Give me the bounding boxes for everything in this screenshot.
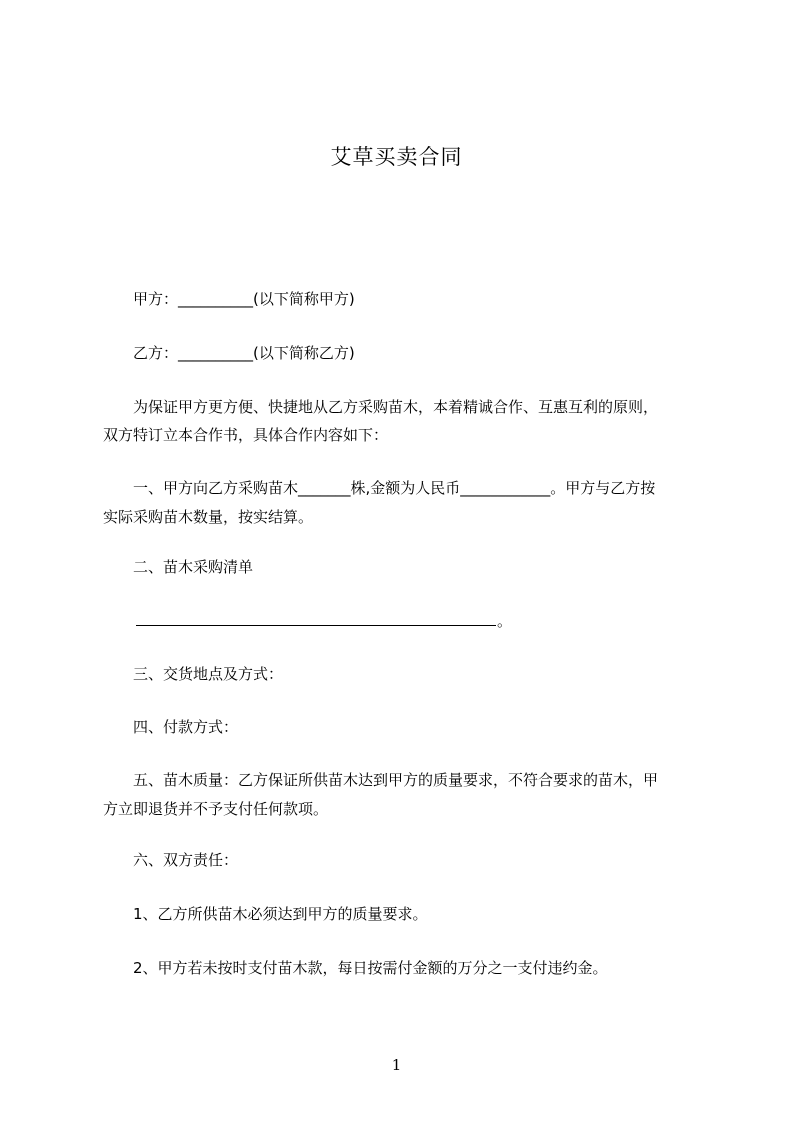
party-b-line: 乙方：__________(以下简称乙方) xyxy=(103,344,355,362)
page-number: 1 xyxy=(391,1056,402,1074)
clause-5-line-1: 五、苗木质量：乙方保证所供苗木达到甲方的质量要求，不符合要求的苗木，甲 xyxy=(103,771,659,789)
party-a-line: 甲方：__________(以下简称甲方) xyxy=(103,290,355,308)
clause-6-heading: 六、双方责任： xyxy=(103,851,239,869)
clause-1-line-2: 实际采购苗木数量，按实结算。 xyxy=(103,508,314,526)
clause-1-line-1: 一、甲方向乙方采购苗木_______株,金额为人民币____________。甲方与乙方按 xyxy=(103,479,656,497)
clause-6-item-1: 1、乙方所供苗木必须达到甲方的质量要求。 xyxy=(103,905,428,923)
clause-2-heading: 二、苗木采购清单 xyxy=(103,558,254,576)
intro-line-1: 为保证甲方更方便、快捷地从乙方采购苗木，本着精诚合作、互惠互利的原则， xyxy=(103,398,659,416)
purchase-list-period: 。 xyxy=(497,612,513,630)
clause-4-heading: 四、付款方式： xyxy=(103,718,239,736)
clause-6-item-2: 2、甲方若未按时支付苗木款，每日按需付金额的万分之一支付违约金。 xyxy=(103,959,608,977)
document-title: 艾草买卖合同 xyxy=(330,145,463,169)
clause-5-line-2: 方立即退货并不予支付任何款项。 xyxy=(103,800,329,818)
intro-line-2: 双方特订立本合作书，具体合作内容如下： xyxy=(103,426,389,444)
purchase-list-blank-line xyxy=(136,625,496,626)
clause-3-heading: 三、交货地点及方式： xyxy=(103,665,284,683)
